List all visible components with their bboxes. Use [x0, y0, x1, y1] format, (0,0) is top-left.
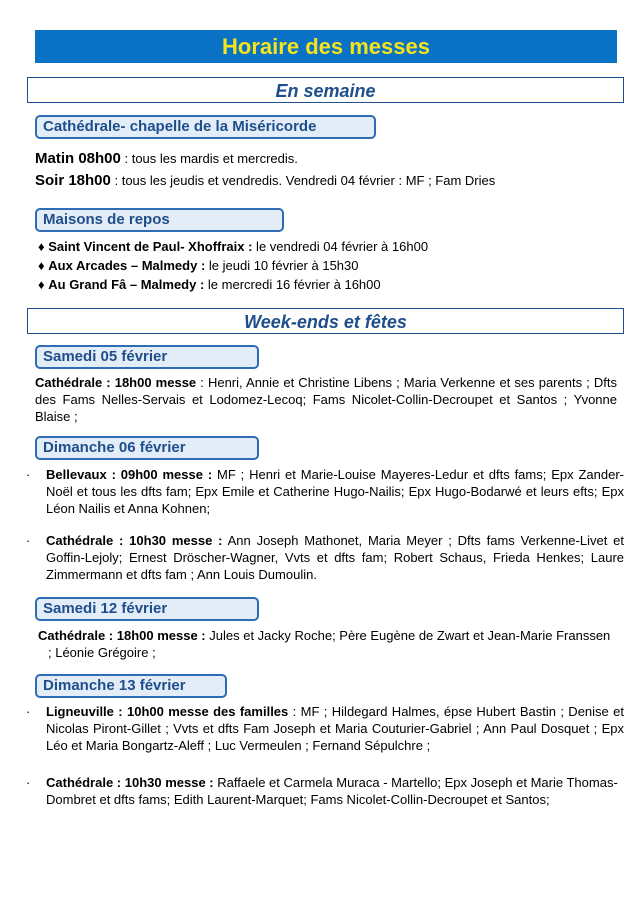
sam05-bold: Cathédrale : 18h00 messe: [35, 375, 197, 390]
soir-line: [35, 172, 495, 189]
soir-text: : tous les jeudis et vendredis. Vendredi 04 février : MF ; Fam Dries: [110, 173, 496, 188]
soir-label: Soir 18h00: [35, 172, 111, 189]
dot-bullet-icon: ·: [26, 467, 31, 482]
dim13-ligneuville-entry: · Ligneuville : 10h00 messe des familles : MF ; Hildegard Halmes, épse Hubert Bastin ; Denise et Nicolas Piront-Gillet ; Vvts et dfts Fam Joseph et Maria Couturier-Gabriel ; Ann Paul Dosquet ; Epx Léo et Maria Bongartz-Aleff ; Luc Vermeulen ; Fernand Sépulchre ;: [26, 704, 624, 753]
dot-bullet-icon: ·: [26, 775, 31, 790]
list-item: ♦ Saint Vincent de Paul- Xhoffraix : le vendredi 04 février à 16h00: [38, 239, 429, 254]
dim13-header: Dimanche 13 février: [35, 674, 227, 698]
diamond-bullet-icon: ♦: [38, 258, 49, 273]
dot-bullet-icon: ·: [26, 704, 31, 719]
sam12-header: Samedi 12 février: [35, 597, 259, 621]
dim06-cathedrale-entry: · Cathédrale : 10h30 messe : Ann Joseph Mathonet, Maria Meyer ; Dfts fams Verkenne-Livet et Goffin-Lejoly; Ernest Dröscher-Wagner, Vvts et dfts fam; Robert Schaus, Frieda Henkes; Laure Zimmermann et dfts fam ; Ann Louis Dumoulin.: [26, 533, 624, 582]
matin-label: Matin 08h00: [35, 150, 121, 167]
chapel-header: Cathédrale- chapelle de la Miséricorde: [35, 115, 376, 139]
sam12-entry: Cathédrale : 18h00 messe : Jules et Jacky Roche; Père Eugène de Zwart et Jean-Marie Franssen ; Léonie Grégoire ;: [38, 628, 611, 660]
page-title: Horaire des messes: [35, 30, 617, 63]
diamond-bullet-icon: ♦: [38, 277, 49, 292]
dim06-bellevaux-entry: · Bellevaux : 09h00 messe : MF ; Henri et Marie-Louise Mayeres-Ledur et dfts fams; Epx Zander-Noël et tous les dfts fam; Epx Emile et Catherine Hugo-Nailis; Epx Hugo-Bodarwé et leurs efts; Epx Léon Nailis et Anna Kohnen;: [26, 467, 624, 516]
dot-bullet-icon: ·: [26, 533, 31, 548]
maisons-header: Maisons de repos: [35, 208, 284, 232]
sam05-text: : Henri, Annie et Christine Libens ; Maria Verkenne et ses parents ; Dfts des Fams Nelles-Servais et Lodomez-Lecoq; Fams Nicolet-Collin-Decroupet et Santos ; Yvonne Blaise ;: [35, 375, 617, 424]
matin-text: : tous les mardis et mercredis.: [120, 151, 298, 166]
dim13-cathedrale-entry: · Cathédrale : 10h30 messe : Raffaele et Carmela Muraca - Martello; Epx Joseph et Marie Thomas-Dombret et dfts fams; Edith Laurent-Marquet; Fams Nicolet-Collin-Decroupet et Santos;: [26, 775, 618, 807]
weekday-section-title: En semaine: [27, 77, 624, 103]
weekend-section-title: Week-ends et fêtes: [27, 308, 624, 334]
matin-line: [35, 150, 298, 167]
sam05-entry: [35, 374, 617, 425]
maisons-list: [38, 237, 428, 294]
list-item: ♦ Aux Arcades – Malmedy : le jeudi 10 février à 15h30: [38, 258, 359, 273]
sam05-header: Samedi 05 février: [35, 345, 259, 369]
list-item: ♦ Au Grand Fâ – Malmedy : le mercredi 16 février à 16h00: [38, 277, 381, 292]
dim06-header: Dimanche 06 février: [35, 436, 259, 460]
diamond-bullet-icon: ♦: [38, 239, 49, 254]
